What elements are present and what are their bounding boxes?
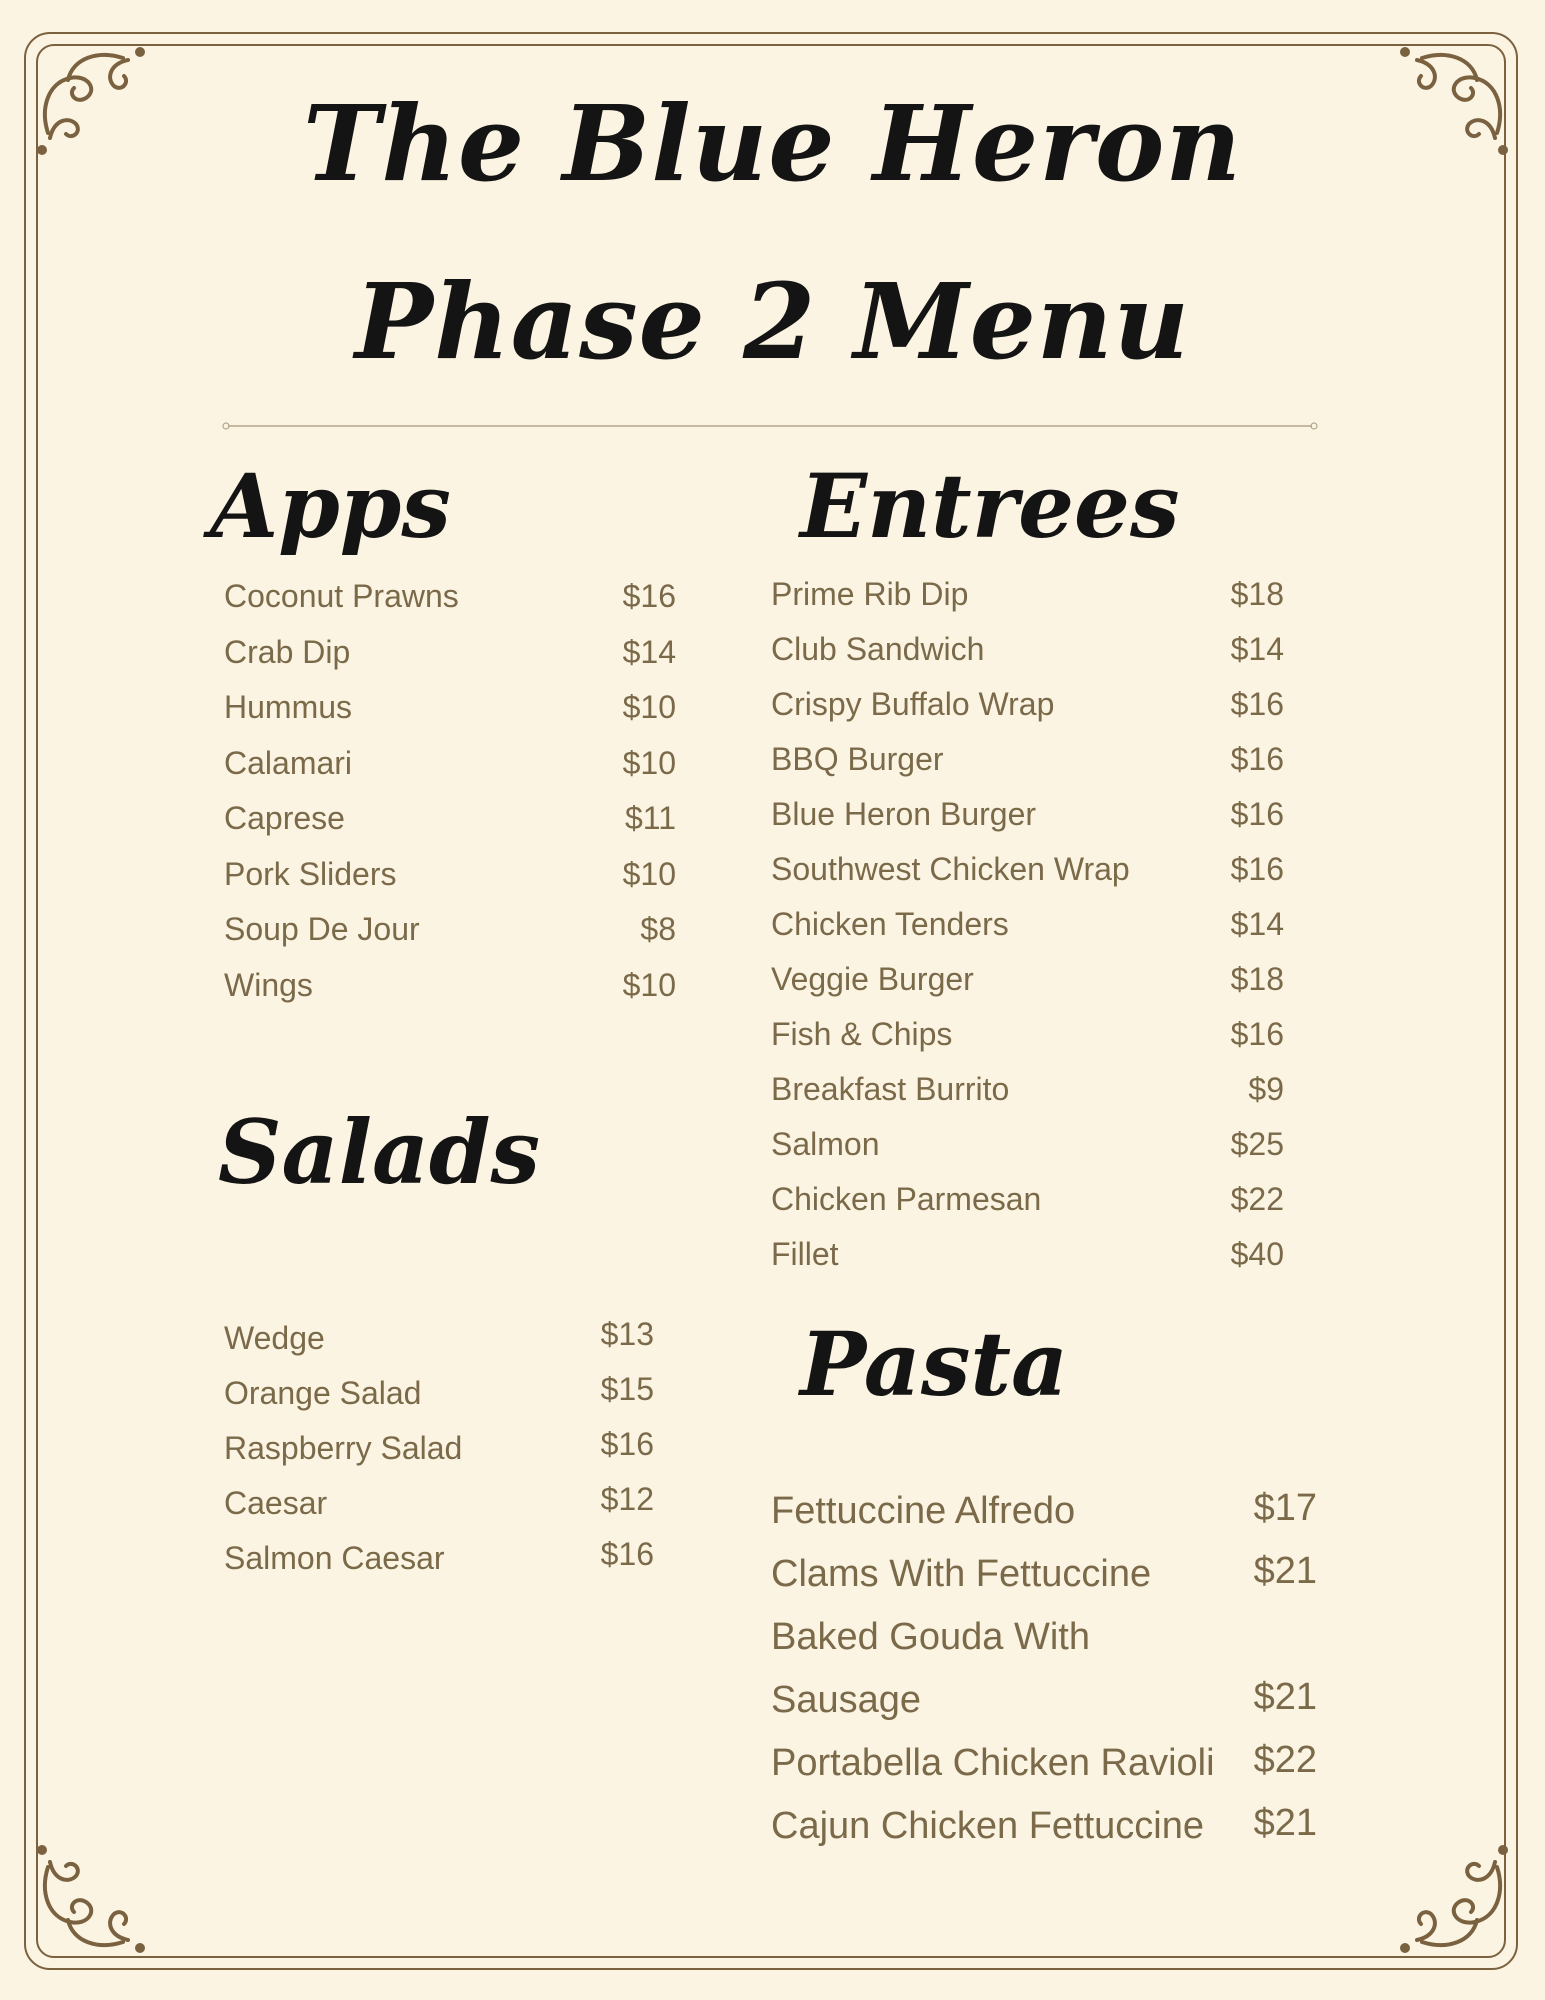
item-name: Fish & Chips: [771, 1016, 953, 1052]
item-price: $16: [1230, 1016, 1284, 1052]
menu-item: [224, 1316, 654, 1375]
item-name: Orange Salad: [224, 1375, 422, 1411]
menu-item: [224, 800, 676, 856]
item-name: Prime Rib Dip: [771, 576, 969, 612]
item-price: $21: [1253, 1676, 1317, 1718]
item-name: Salmon Caesar: [224, 1540, 445, 1576]
item-price: $13: [600, 1316, 654, 1352]
entrees-heading: Entrees: [800, 454, 1180, 558]
item-price: $16: [1230, 796, 1284, 832]
menu-subtitle: Phase 2 Menu: [354, 260, 1191, 383]
item-name: Crispy Buffalo Wrap: [771, 686, 1055, 722]
item-name: Pork Sliders: [224, 855, 397, 892]
item-price: $16: [1230, 686, 1284, 722]
menu-item: [771, 576, 1284, 631]
item-price: $16: [600, 1426, 654, 1462]
item-price: $16: [1230, 741, 1284, 777]
item-price: $18: [1230, 576, 1284, 612]
menu-item: [771, 741, 1284, 796]
item-price: $40: [1230, 1236, 1284, 1272]
menu-item: [771, 1126, 1284, 1181]
item-price: $17: [1253, 1487, 1317, 1529]
item-name: Sausage: [771, 1679, 922, 1721]
item-price: $16: [622, 578, 676, 614]
item-name: Chicken Tenders: [771, 906, 1009, 942]
menu-item: [224, 1481, 654, 1540]
menu-item: [224, 578, 676, 634]
salads-heading: Salads: [218, 1100, 541, 1204]
restaurant-title: The Blue Heron: [303, 82, 1242, 205]
menu-item: [224, 745, 676, 801]
corner-flourish-icon: [1397, 1842, 1517, 1962]
item-name: Blue Heron Burger: [771, 796, 1037, 832]
menu-item: [224, 967, 676, 1023]
menu-item: [771, 851, 1284, 906]
menu-item: [771, 1487, 1317, 1553]
menu-item: [771, 1676, 1317, 1742]
item-name: Coconut Prawns: [224, 578, 459, 614]
item-price: $21: [1253, 1802, 1317, 1844]
pasta-list: [771, 1487, 1317, 1868]
item-name: BBQ Burger: [771, 741, 944, 777]
menu-item: [771, 1802, 1317, 1868]
menu-item: [771, 906, 1284, 961]
item-name: Southwest Chicken Wrap: [771, 851, 1130, 887]
item-name: Crab Dip: [224, 633, 351, 670]
item-name: Caprese: [224, 800, 345, 836]
menu-item: [771, 961, 1284, 1016]
menu-item: [771, 1616, 1317, 1679]
menu-item: [771, 1236, 1284, 1291]
menu-item: [771, 1016, 1284, 1071]
item-price: $22: [1230, 1181, 1284, 1217]
item-price: $11: [624, 800, 676, 836]
item-price: $25: [1230, 1126, 1284, 1162]
item-price: $14: [622, 633, 676, 670]
item-name: Clams With Fettuccine: [771, 1553, 1152, 1595]
item-name: Chicken Parmesan: [771, 1181, 1042, 1217]
apps-heading: Apps: [210, 454, 451, 558]
menu-item: [224, 689, 676, 745]
item-price: $16: [600, 1536, 654, 1572]
item-price: $10: [622, 966, 676, 1003]
entrees-list: [771, 576, 1284, 1291]
menu-item: [771, 1739, 1317, 1805]
item-name: Fillet: [771, 1236, 839, 1272]
menu-item: [224, 911, 676, 967]
item-name: Portabella Chicken Ravioli: [771, 1742, 1215, 1784]
menu-item: [224, 1536, 654, 1595]
item-name: Salmon: [771, 1126, 880, 1162]
menu-item: [771, 686, 1284, 741]
title-divider: [222, 421, 1318, 431]
menu-item: [771, 1071, 1284, 1126]
item-name: Baked Gouda With: [771, 1616, 1090, 1658]
item-name: Hummus: [224, 689, 353, 725]
item-name: Soup De Jour: [224, 911, 420, 947]
menu-item: [771, 796, 1284, 851]
item-price: $16: [1230, 851, 1284, 887]
item-name: Breakfast Burrito: [771, 1071, 1010, 1107]
item-price: $12: [600, 1481, 654, 1517]
item-name: Wings: [224, 966, 313, 1003]
item-price: $8: [640, 911, 676, 947]
pasta-heading: Pasta: [800, 1312, 1069, 1416]
item-name: Veggie Burger: [771, 961, 974, 997]
item-price: $14: [1230, 631, 1284, 667]
apps-list: [224, 578, 676, 1022]
item-price: $10: [622, 744, 676, 781]
item-name: Caesar: [224, 1485, 328, 1521]
item-name: Calamari: [224, 744, 353, 781]
menu-item: [224, 1426, 654, 1485]
item-price: $10: [622, 855, 676, 892]
item-price: $18: [1230, 961, 1284, 997]
item-name: Cajun Chicken Fettuccine: [771, 1805, 1204, 1847]
item-price: $14: [1230, 906, 1284, 942]
menu-item: [224, 634, 676, 690]
item-name: Fettuccine Alfredo: [771, 1490, 1076, 1532]
item-price: $15: [600, 1371, 654, 1407]
corner-flourish-icon: [28, 1842, 148, 1962]
menu-item: [771, 1550, 1317, 1616]
item-price: $21: [1253, 1550, 1317, 1592]
menu-item: [224, 856, 676, 912]
menu-item: [224, 1371, 654, 1430]
item-name: Raspberry Salad: [224, 1430, 463, 1466]
item-name: Wedge: [224, 1320, 325, 1356]
item-price: $10: [622, 689, 676, 725]
item-name: Club Sandwich: [771, 631, 985, 667]
menu-item: [771, 1181, 1284, 1236]
item-price: $22: [1253, 1739, 1317, 1781]
item-price: $9: [1248, 1071, 1284, 1107]
salads-list: [224, 1316, 654, 1595]
menu-item: [771, 631, 1284, 686]
